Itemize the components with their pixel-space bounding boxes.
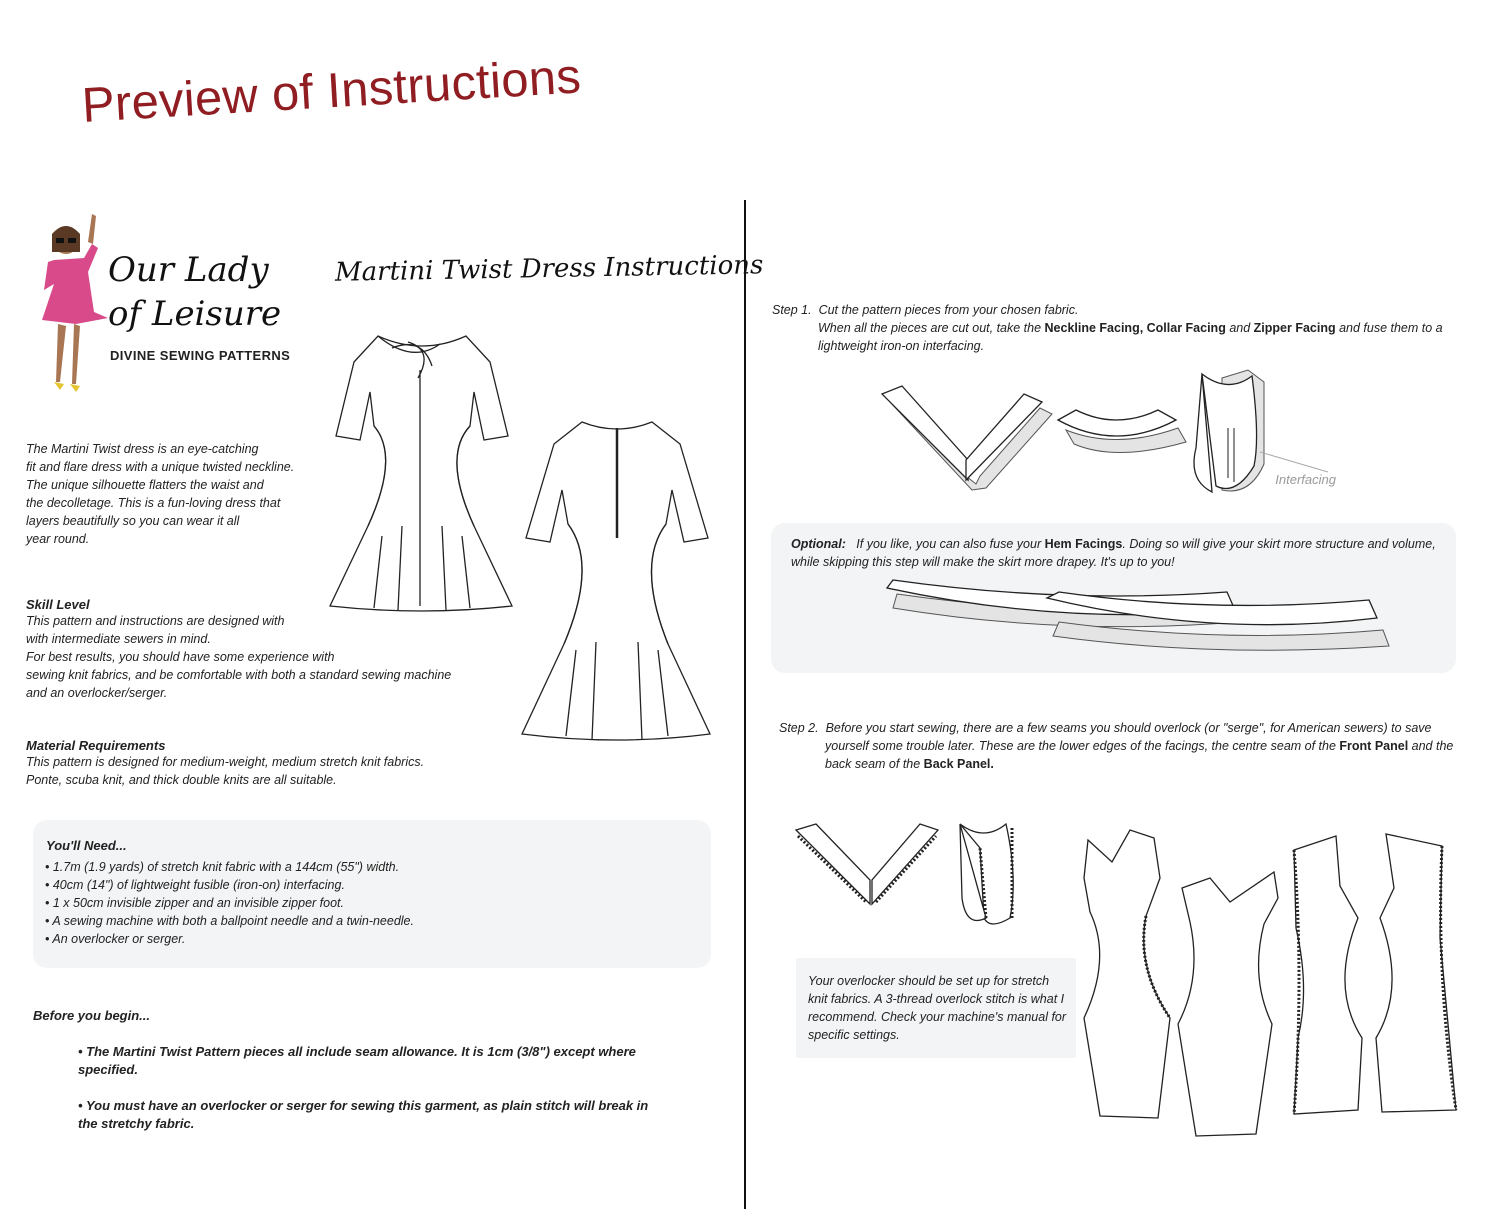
step-1-bold-2: Zipper Facing <box>1253 321 1336 335</box>
list-item: • A sewing machine with both a ballpoint needle and a twin-needle. <box>45 914 414 928</box>
step-2-bold-2: Back Panel. <box>923 757 994 771</box>
brand-name <box>108 248 281 336</box>
step-2-bold-1: Front Panel <box>1339 739 1409 753</box>
intro-line: the decolletage. This is a fun-loving dress that <box>26 496 281 510</box>
optional-text: Optional: If you like, you can also fuse your Hem Facings. Doing so will give your skirt more structure and volume, while skipping this step will make the skirt more drapey. It's up to you! <box>791 537 1436 569</box>
step-2: Step 2. Before you start sewing, there are a few seams you should overlock (or "serge", for American sewers) to save yourself some trouble later. These are the lower edges of the facings, the centre seam of the Front Panel and the back seam of the Back Panel. <box>779 721 1454 771</box>
you-need-panel <box>33 820 711 968</box>
skill-line: For best results, you should have some experience with <box>26 650 335 664</box>
intro-paragraph <box>26 440 346 548</box>
brand-line-2: of Leisure <box>108 294 282 334</box>
step-1-bold-1: Neckline Facing, Collar Facing <box>1044 321 1226 335</box>
overlocker-note: Your overlocker should be set up for stretch knit fabrics. A 3-thread overlock stitch is what I recommend. Check your machine's manual for specific settings. <box>808 974 1067 1042</box>
interfacing-label: Interfacing <box>1275 472 1336 487</box>
document-title: Martini Twist Dress Instructions <box>334 250 764 288</box>
list-item: • 1 x 50cm invisible zipper and an invisible zipper foot. <box>45 896 344 910</box>
step-1-line1: Cut the pattern pieces from your chosen fabric. <box>818 303 1079 317</box>
intro-line: year round. <box>26 532 90 546</box>
before-heading: Before you begin... <box>33 1008 151 1023</box>
front-dress-illustration <box>322 326 522 616</box>
step-2-label: Step 2. <box>779 721 819 735</box>
step-1: Step 1. Cut the pattern pieces from your chosen fabric. When all the pieces are cut out, take the Neckline Facing, Collar Facing and Zipper Facing and fuse them to a lightweight iron-on interfacing. <box>772 303 1443 353</box>
intro-line: The Martini Twist dress is an eye-catching <box>26 442 259 456</box>
you-need-list <box>45 858 685 948</box>
list-item: • 1.7m (1.9 yards) of stretch knit fabric with a 144cm (55") width. <box>45 860 400 874</box>
skill-line: and an overlocker/serger. <box>26 686 168 700</box>
optional-label: Optional: <box>791 537 846 551</box>
banner-title: Preview of Instructions <box>80 49 583 133</box>
optional-panel <box>771 523 1456 673</box>
you-need-heading: You'll Need... <box>46 838 127 853</box>
skill-line: sewing knit fabrics, and be comfortable with both a standard sewing machine <box>26 668 452 682</box>
skill-line: with intermediate sewers in mind. <box>26 632 211 646</box>
optional-bold: Hem Facings <box>1044 537 1123 551</box>
skill-section <box>26 597 496 702</box>
before-item-1: • The Martini Twist Pattern pieces all include seam allowance. It is 1cm (3/8") except where specified. <box>78 1044 636 1077</box>
hem-facings-illustration <box>883 578 1393 658</box>
intro-line: The unique silhouette flatters the waist and <box>26 478 264 492</box>
material-heading: Material Requirements <box>26 738 166 753</box>
overlocker-note-panel <box>796 958 1076 1058</box>
facings-illustration <box>876 368 1346 498</box>
page-divider <box>744 200 746 1209</box>
list-item: • An overlocker or serger. <box>45 932 186 946</box>
logo-lady-illustration <box>36 212 110 400</box>
step-1-label: Step 1. <box>772 303 812 317</box>
material-line: Ponte, scuba knit, and thick double knits are all suitable. <box>26 773 337 787</box>
back-dress-illustration <box>512 414 722 744</box>
before-item-2: • You must have an overlocker or serger for sewing this garment, as plain stitch will break in the stretchy fabric. <box>78 1098 649 1131</box>
brand-subtitle: DIVINE SEWING PATTERNS <box>110 348 291 363</box>
intro-line: fit and flare dress with a unique twisted neckline. <box>26 460 295 474</box>
skill-heading: Skill Level <box>26 597 90 612</box>
brand-line-1: Our Lady <box>108 250 269 290</box>
material-line: This pattern is designed for medium-weight, medium stretch knit fabrics. <box>26 755 425 769</box>
intro-line: layers beautifully so you can wear it all <box>26 514 240 528</box>
skill-line: This pattern and instructions are designed with <box>26 614 285 628</box>
material-section <box>26 738 486 789</box>
step-1-pre: When all the pieces are cut out, take the <box>818 321 1045 335</box>
list-item: • 40cm (14") of lightweight fusible (iron-on) interfacing. <box>45 878 345 892</box>
